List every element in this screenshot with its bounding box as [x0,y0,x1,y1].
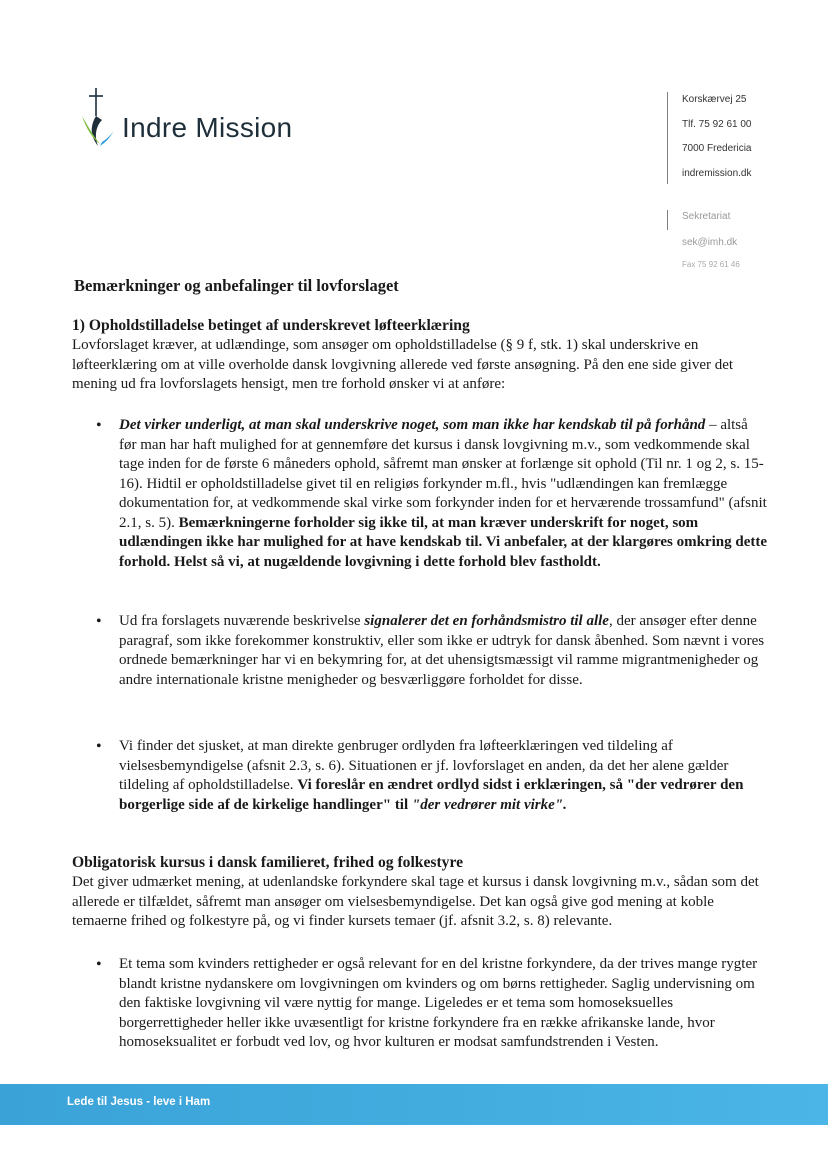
secretariat-fax: Fax 75 92 61 46 [682,260,740,269]
address-street: Korskærvej 25 [682,94,747,105]
section-1-intro: Lovforslaget kræver, at udlændinge, som ansøger om opholdstilladelse (§ 9 f, stk. 1) skal underskrive en løfteerklæring om at ville overholde dansk lovgivning allerede ved første ansøgning. På den ene side giver det mening ud fra lovforslagets hensigt, men tre forhold ønsker vi at anføre: [72,337,734,392]
bullet-3-emphasis: "der vedrører mit virke". [411,796,567,813]
section-1-heading: 1) Opholdstilladelse betinget af underskrevet løfteerklæring [72,317,470,334]
bullet-3-pre: Vi finder det sjusket, at man direkte genbruger ordlyden fra løfteerklæringen ved tildeling af vielsesbemyndigelse (afsnit 2.3, s. 6). Situationen er jf. lovforslaget en anden, da det her alene gælder tildeling af opholdstilladelse. [119,738,729,793]
section-2-bullet-1: Et tema som kvinders rettigheder er også relevant for en del kristne forkyndere, da der trives mange rygter blandt kristne nydanskere om lovgivningen om kvinders og om børns rettigheder. Saglig undervisning om den faktiske lovgivning vil være nyttig for mange. Ligeledes er et tema som homoseksuelles borgerrettigheder heller ikke uvæsentligt for kristne forkyndere fra en række afrikanske lande, hvor homoseksualitet er forbudt ved lov, og hvor kulturen er modsat samfundstrenden i Vesten. [119,956,758,1050]
bullet-icon: • [96,956,102,973]
bullet-icon: • [96,738,102,755]
document-title: Bemærkninger og anbefalinger til lovforslaget [74,276,399,295]
bullet-2-pre: Ud fra forslagets nuværende beskrivelse [119,613,365,629]
bullet-2-emphasis: signalerer det en forhåndsmistro til alle [364,613,609,629]
bullet-3-proposal: Vi foreslår en ændret ordlyd sidst i erklæringen, så "der vedrører den borgerlige side af de kirkelige handlinger" til [119,777,744,813]
bullet-2-post: , der ansøger efter denne paragraf, som ikke forekommer konstruktiv, eller som ikke er udtryk for dansk åbenhed. Som nævnt i vores ordnede bemærkninger har vi en bekymring for, at det uhensigtsmæssigt vil ramme migrantmenigheder og andre internationale kristne menigheder og besværliggøre forholdet for disse. [119,613,765,688]
bullet-1-lead: Det virker underligt, at man skal underskrive noget, som man ikke har kendskab til på forhånd [119,417,706,433]
section-2-heading: Obligatorisk kursus i dansk familieret, frihed og folkestyre [72,854,464,871]
secretariat-email[interactable]: sek@imh.dk [682,237,738,248]
header-divider-small [667,210,668,230]
header-divider [667,92,668,184]
bullet-1-body: – altså før man har haft mulighed for at gennemføre det kursus i dansk lovgivning m.v., som vedkommende skal tage inden for de første 6 måneders ophold, såfremt man ønsker at forlænge sit ophold (Til nr. 1 og 2, s. 15-16). Hidtil er opholdstilladelse givet til en religiøs forkynder m.fl., hvis "udlændingen kan fremlægge dokumentation for, at vedkommende skal virke som forkynder inden for et herværende trossamfund" (afsnit 2.1, s. 5). [119,417,767,531]
address-website[interactable]: indremission.dk [682,168,752,179]
footer-banner [0,1084,828,1125]
logo-cross-icon [78,86,118,152]
section-1 [72,316,766,395]
secretariat-label: Sekretariat [682,211,731,222]
section-1-bullet-3 [119,737,769,815]
address-phone: Tlf. 75 92 61 00 [682,119,752,130]
bullet-1-recommendation: Bemærkningerne forholder sig ikke til, at man kræver underskrift for noget, som udlændingen ikke har mulighed for at have kendskab til. Vi anbefaler, at der klargøres omkring dette forhold. Helst så vi, at nugældende lovgivning i dette forhold blev fastholdt. [119,514,767,570]
footer-slogan: Lede til Jesus - leve i Ham [67,1096,211,1108]
bullet-icon: • [96,417,102,434]
section-2 [72,853,766,932]
section-2-intro: Det giver udmærket mening, at udenlandske forkyndere skal tage et kursus i dansk lovgivning m.v., sådan som det allerede er tilfældet, såfremt man ansøger om vielsesbemyndigelse. Det kan også give god mening at koble temaerne frihed og folkestyre på, og vi finder kursets temaer (jf. afsnit 3.2, s. 8) relevante. [72,874,759,929]
brand-name: Indre Mission [122,112,293,143]
section-1-bullet-2 [119,612,769,690]
section-1-bullet-1 [119,416,769,572]
logo [78,86,318,156]
address-city: 7000 Fredericia [682,143,752,154]
bullet-icon: • [96,613,102,630]
